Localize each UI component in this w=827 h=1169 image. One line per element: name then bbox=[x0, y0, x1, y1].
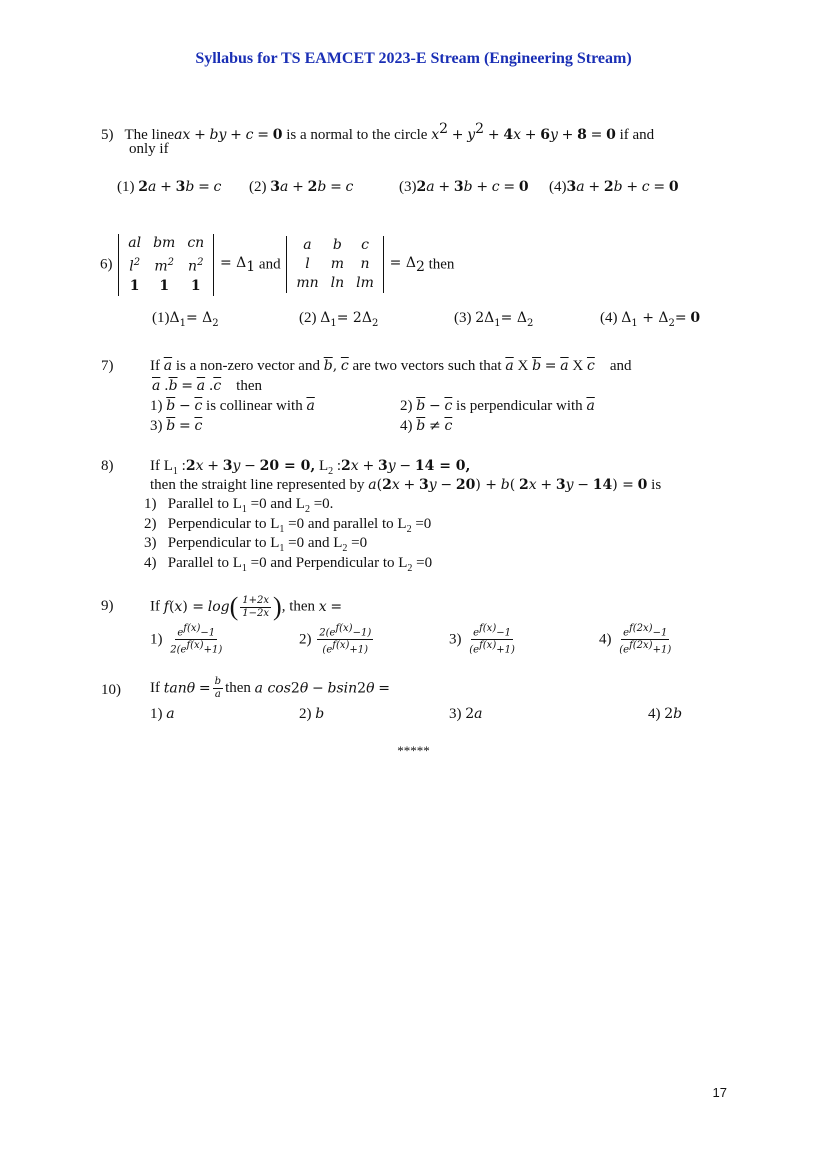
q6-option-4: (4) $\Delta_1 + \Delta_2= 0$ bbox=[600, 310, 701, 329]
q6-option-3: (3) $2\Delta_1= \Delta_2$ bbox=[454, 310, 534, 329]
q9-option-4: 4) $\frac{e^{f(2x)}-1}{(e^{f(2x)}+1)}$ bbox=[599, 623, 672, 656]
q10-option-2: 2) b bbox=[299, 706, 325, 722]
q7-option-4: 4) $\overline{b} \ne \overline{c}$ bbox=[400, 418, 453, 434]
question-5-stem: 5) The lineax + by + c = 0 is a normal to the circle $x^2 + y^2 + 4x + 6y + 8 = 0$ if and bbox=[101, 121, 655, 143]
question-5-stem-cont: only if bbox=[129, 141, 169, 157]
q9-option-2: 2) $\frac{2(e^{f(x)}-1)}{(e^{f(x)}+1)}$ bbox=[299, 623, 372, 656]
q7-option-3: 3) $\overline{b} = \overline{c}$ bbox=[150, 418, 203, 434]
q8-number: 8) bbox=[101, 458, 114, 474]
q9-number: 9) bbox=[101, 598, 114, 614]
question-10-stem: If tanθ = $\frac{b}{a}$ then a cos2θ − bsin2θ = bbox=[150, 676, 390, 700]
q6-option-2: (2) $\Delta_1= 2\Delta_2$ bbox=[299, 310, 379, 329]
q8-option-4: 4) Parallel to $L_1 =0$ and Perpendicular to $L_2 =0$ bbox=[144, 555, 433, 574]
page-number: 17 bbox=[712, 1085, 727, 1100]
q5-option-4: (4)3a + 2b + c = 0 bbox=[549, 179, 679, 195]
page-header: Syllabus for TS EAMCET 2023-E Stream (Engineering Stream) bbox=[195, 50, 632, 67]
q8-option-2: 2) Perpendicular to $L_1 =0$ and parallel to $L_2 =0$ bbox=[144, 516, 432, 535]
q5-option-3: (3)2a + 3b + c = 0 bbox=[399, 179, 529, 195]
question-6-stem: 6) al bm cn $l^2$ $m^2$ $n^2$ 1 1 1 = $\Delta_1$ and a b c l m n mn ln lm = $\Delta_2$ then bbox=[100, 235, 455, 294]
q9-option-3: 3) $\frac{e^{f(x)}-1}{(e^{f(x)}+1)}$ bbox=[449, 623, 515, 656]
q8-option-1: 1) Parallel to $L_1 =0$ and $L_2 =0$. bbox=[144, 496, 334, 515]
q6-option-1: $(1)\Delta_1= \Delta_2$ bbox=[152, 310, 219, 329]
q8-option-3: 3) Perpendicular to $L_1 =0$ and $L_2 =0$ bbox=[144, 535, 368, 554]
q7-number: 7) bbox=[101, 358, 114, 374]
q10-option-4: 4) 2b bbox=[648, 706, 683, 722]
q7-option-1: 1) $\overline{b} - \overline{c}$ is collinear with $\overline{a}$ bbox=[150, 398, 315, 414]
determinant-1: al bm cn $l^2$ $m^2$ $n^2$ 1 1 1 bbox=[118, 234, 214, 296]
q9-option-1: 1) $\frac{e^{f(x)}-1}{2(e^{f(x)}+1)}$ bbox=[150, 623, 223, 656]
question-7-stem-cont: $\overline{a}$ $.\overline{b} = \overline{a}$ $.\overline{c}$ then bbox=[152, 378, 262, 394]
end-stars: ***** bbox=[397, 743, 430, 758]
q5-option-2: (2) 3a + 2b = c bbox=[249, 179, 354, 195]
q10-option-3: 3) 2a bbox=[449, 706, 483, 722]
q10-number: 10) bbox=[101, 682, 121, 698]
q7-option-2: 2) $\overline{b} - \overline{c}$ is perpendicular with $\overline{a}$ bbox=[400, 398, 595, 414]
question-9-stem: If f(x) = log( $\frac{1+2x}{1-2x}$ ), then x = bbox=[150, 592, 343, 621]
q10-option-1: 1) a bbox=[150, 706, 175, 722]
determinant-2: a b c l m n mn ln lm bbox=[286, 236, 384, 293]
question-7-stem: If $\overline{a}$ is a non-zero vector and $\overline{b}$, $\overline{c}$ are two vectors such that $\overline{a}$ X $\overline{b} = \overline{a}$ X $\overline{c}$ and bbox=[150, 358, 632, 374]
q5-option-1: (1) 2a + 3b = c bbox=[117, 179, 222, 195]
question-8-stem: If $L_1$ :2x + 3y − 20 = 0, $L_2$ :2x + 3y − 14 = 0, bbox=[150, 458, 471, 477]
question-8-stem-cont: then the straight line represented by a(2x + 3y − 20) + b( 2x + 3y − 14) = 0 is bbox=[150, 477, 662, 493]
